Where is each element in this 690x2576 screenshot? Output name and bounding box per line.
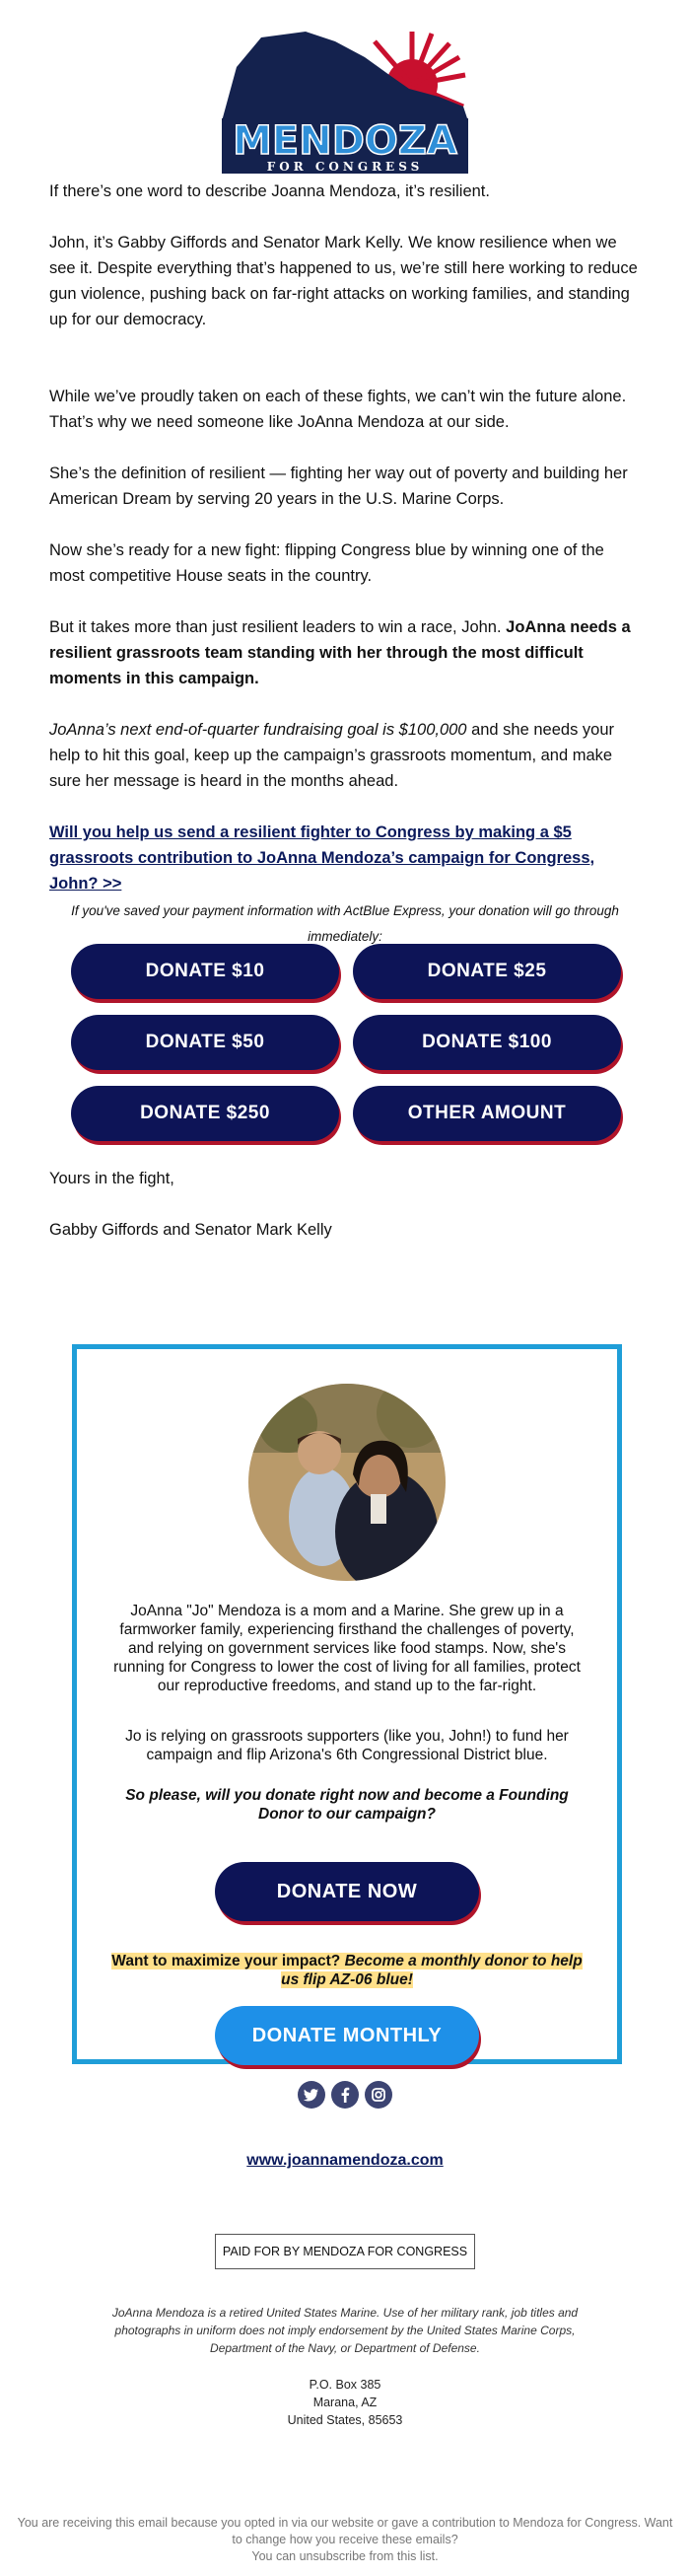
- candidate-photo: [248, 1384, 446, 1581]
- actblue-note: If you've saved your payment information with ActBlue Express, your donation will go through immediately:: [71, 902, 619, 944]
- donate-50-button[interactable]: DONATE $50: [71, 1015, 339, 1070]
- goal-italic: JoAnna’s next end-of-quarter fundraising goal is $100,000: [49, 721, 467, 739]
- grassroots-paragraph: But it takes more than just resilient leaders to win a race, John. JoAnna needs a resilient grassroots team standing with her through the most difficult moments in this campaign.: [49, 618, 631, 687]
- facebook-icon[interactable]: [331, 2081, 359, 2109]
- instagram-icon[interactable]: [365, 2081, 392, 2109]
- relying-paragraph: Jo is relying on grassroots supporters (like you, John!) to fund her campaign and flip Arizona's 6th Congressional District blue.: [125, 1728, 569, 1763]
- donate-25-button[interactable]: DONATE $25: [353, 944, 621, 999]
- donate-monthly-button[interactable]: DONATE MONTHLY: [215, 2006, 479, 2065]
- impact-text: Want to maximize your impact? Become a monthly donor to help us flip AZ-06 blue!: [111, 1953, 583, 1988]
- future-paragraph: While we’ve proudly taken on each of these fights, we can’t win the future alone. That’s why we need someone like JoAnna Mendoza at our side.: [49, 388, 627, 431]
- contribute-link[interactable]: Will you help us send a resilient fighter to Congress by making a $5 grassroots contribution to JoAnna Mendoza’s campaign for Congress, John? >>: [49, 823, 595, 893]
- closing-line: Yours in the fight,: [49, 1170, 174, 1187]
- grassroots-bold: JoAnna needs a resilient grassroots team standing with her through the most difficult moments in this campaign.: [49, 618, 631, 687]
- website-line: [0, 2152, 690, 2170]
- footer-opt-in: You are receiving this email because you opted in via our website or gave a contribution to Mendoza for Congress. Want to change how you receive these emails?: [17, 2516, 673, 2546]
- unsubscribe-link[interactable]: You can unsubscribe from this list.: [251, 2549, 439, 2563]
- address-line2: Marana, AZ: [312, 2396, 378, 2409]
- monthly-donor-italic: Become a monthly donor to help us flip AZ-06 blue!: [281, 1953, 583, 1988]
- giffords-paragraph: John, it’s Gabby Giffords and Senator Mark Kelly. We know resilience when we see it. Despite everything that’s happened to us, we’re still here working to reduce gun violence, pushing back on far-right attacks on working families, and standing up for our democracy.: [49, 234, 638, 328]
- twitter-icon[interactable]: [298, 2081, 325, 2109]
- signature-line: Gabby Giffords and Senator Mark Kelly: [49, 1221, 332, 1239]
- goal-paragraph: JoAnna’s next end-of-quarter fundraising goal is $100,000 and she needs your help to hit this goal, keep up the campaign’s grassroots momentum, and make sure her message is heard in the months ahead.: [49, 721, 615, 790]
- mendoza-logo: [217, 28, 473, 176]
- footer-text: [15, 2515, 675, 2565]
- bio-paragraph: JoAnna "Jo" Mendoza is a mom and a Marine. She grew up in a farmworker family, experiencing firsthand the challenges of poverty, and relying on government services like food stamps. Now, she's running for Congress to lower the cost of living for all families, protect our reproductive freedoms, and stand up to the far-right.: [113, 1603, 581, 1694]
- other-amount-button[interactable]: OTHER AMOUNT: [353, 1086, 621, 1141]
- donate-250-button[interactable]: DONATE $250: [71, 1086, 339, 1141]
- donate-now-button[interactable]: DONATE NOW: [215, 1862, 479, 1921]
- website-link[interactable]: www.joannamendoza.com: [246, 2152, 444, 2169]
- resilient-paragraph: She’s the definition of resilient — fighting her way out of poverty and building her American Dream by serving 20 years in the U.S. Marine Corps.: [49, 465, 628, 508]
- intro-paragraph: If there’s one word to describe Joanna Mendoza, it’s resilient.: [49, 182, 490, 200]
- donate-10-button[interactable]: DONATE $10: [71, 944, 339, 999]
- donate-100-button[interactable]: DONATE $100: [353, 1015, 621, 1070]
- logo-name: MENDOZA: [233, 118, 457, 164]
- logo-tagline: FOR CONGRESS: [266, 160, 424, 174]
- new-fight-paragraph: Now she’s ready for a new fight: flipping Congress blue by winning one of the most competitive House seats in the country.: [49, 541, 604, 585]
- address-line1: P.O. Box 385: [309, 2378, 381, 2392]
- candidate-card: [72, 1344, 622, 2064]
- military-disclaimer: JoAnna Mendoza is a retired United States Marine. Use of her military rank, job titles and photographs in uniform does not imply endorsement by the United States Marine Corps, Department of the Navy, or Department of Defense.: [111, 2306, 579, 2355]
- founding-donor-ask: So please, will you donate right now and become a Founding Donor to our campaign?: [125, 1787, 569, 1823]
- paid-for-box: PAID FOR BY MENDOZA FOR CONGRESS: [215, 2234, 475, 2269]
- cta-paragraph: [49, 820, 641, 896]
- address-line3: United States, 85653: [287, 2413, 403, 2427]
